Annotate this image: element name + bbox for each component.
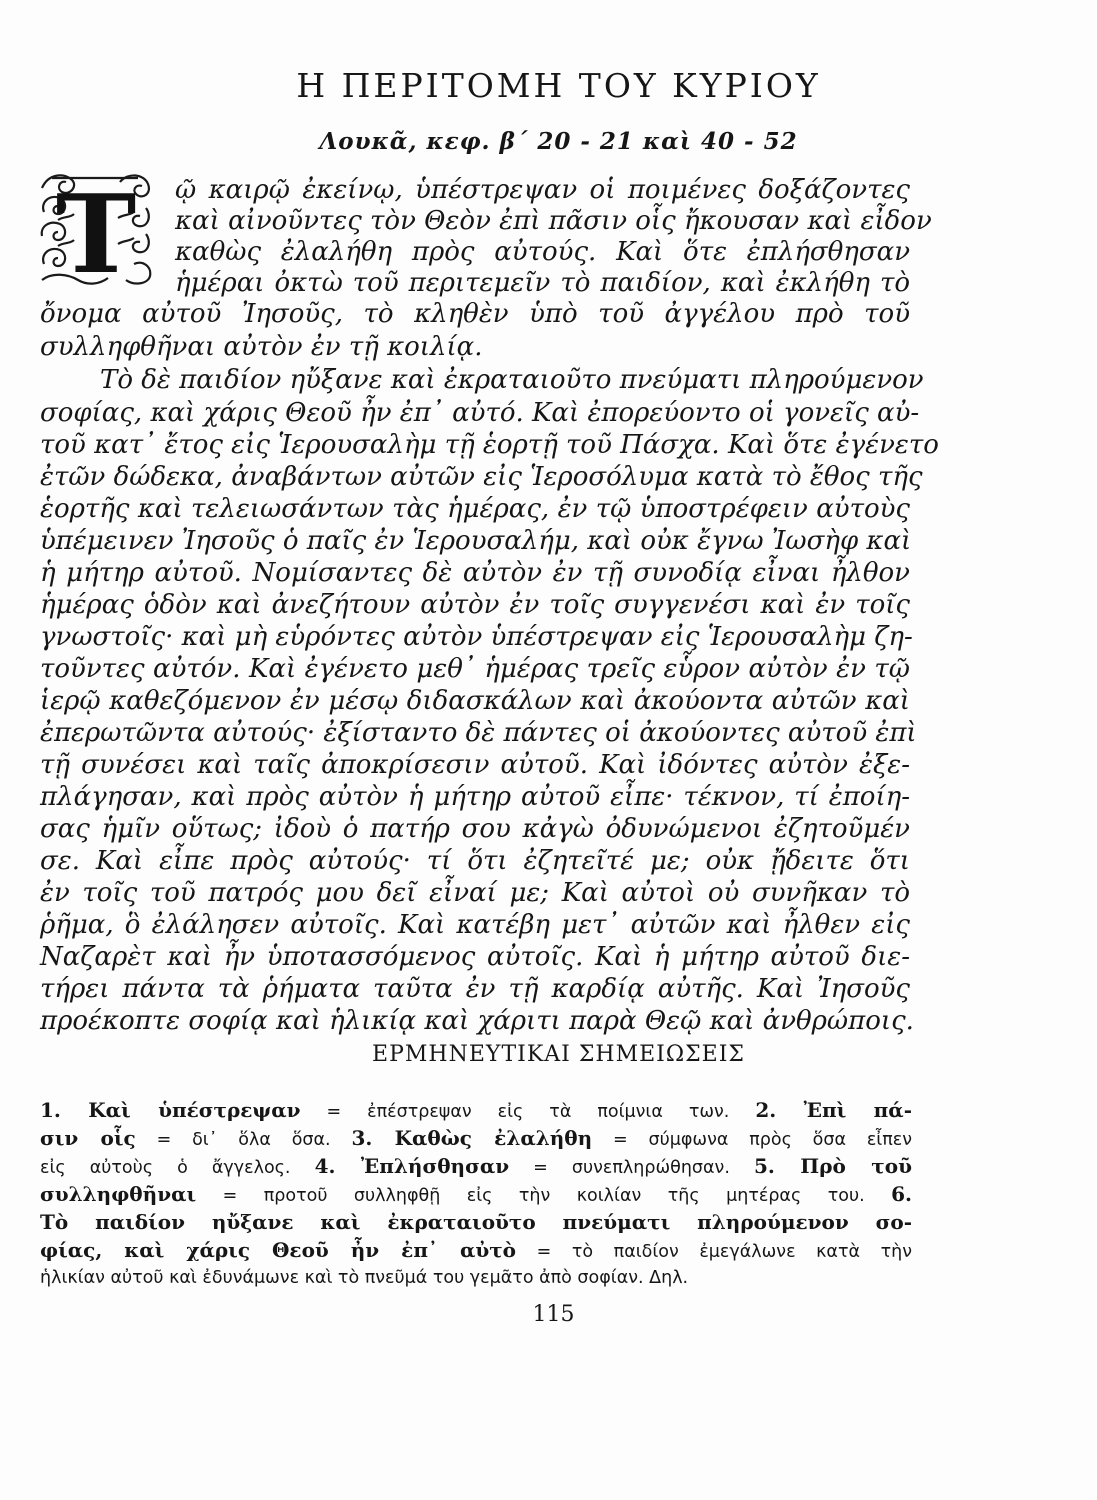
scripture-reference: Λουκᾶ, κεφ. β΄ 20 - 21 καὶ 40 - 52 (319, 128, 798, 155)
note-term: 4. Ἐπλήσθησαν (314, 1154, 510, 1178)
body-line: σας ἡμῖν οὕτως; ἰδοὺ ὁ πατήρ σου κἀγὼ ὀδυνώμενοι ἐζητοῦμέν (40, 814, 910, 844)
note-term: 1. Καὶ ὑπέστρεψαν (40, 1098, 301, 1122)
note-line (40, 1124, 912, 1152)
body-line: ἡμέραι ὀκτὼ τοῦ περιτεμεῖν τὸ παιδίον, καὶ ἐκλήθη τὸ (175, 268, 910, 298)
dropcap-letter: Τ (55, 172, 137, 288)
body-line: ὑπέμεινεν Ἰησοῦς ὁ παῖς ἐν Ἱερουσαλήμ, καὶ οὐκ ἔγνω Ἰωσὴφ καὶ (40, 526, 912, 556)
body-line: καθὼς ἐλαλήθη πρὸς αὐτούς. Καὶ ὅτε ἐπλήσθησαν (175, 237, 910, 267)
body-line: σοφίας, καὶ χάρις Θεοῦ ἦν ἐπ᾽ αὐτό. Καὶ ἐπορεύοντο οἱ γονεῖς αὐ- (40, 398, 920, 428)
body-line: προέκοπτε σοφίᾳ καὶ ἡλικίᾳ καὶ χάριτι παρὰ Θεῷ καὶ ἀνθρώποις. (40, 1006, 914, 1036)
body-line: γνωστοῖς· καὶ μὴ εὑρόντες αὐτὸν ὑπέστρεψαν εἰς Ἱερουσαλὴμ ζη- (40, 622, 913, 652)
body-line: Ναζαρὲτ καὶ ἦν ὑποτασσόμενος αὐτοῖς. Καὶ ἡ μήτηρ αὐτοῦ διε- (40, 942, 910, 972)
note-term: φίας, καὶ χάρις Θεοῦ ἦν ἐπ᾽ αὐτὸ (40, 1238, 517, 1262)
note-term: συλληφθῆναι (40, 1182, 197, 1206)
body-line: τήρει πάντα τὰ ῥήματα ταῦτα ἐν τῇ καρδίᾳ αὐτῆς. Καὶ Ἰησοῦς (40, 974, 910, 1004)
note-line (40, 1264, 912, 1292)
body-line: τοῦντες αὐτόν. Καὶ ἐγένετο μεθ᾽ ἡμέρας τρεῖς εὗρον αὐτὸν ἐν τῷ (40, 654, 910, 684)
body-line: ἐπερωτῶντα αὐτούς· ἐξίσταντο δὲ πάντες οἱ ἀκούοντες αὐτοῦ ἐπὶ (40, 718, 917, 748)
note-term: 2. Ἐπὶ πά- (755, 1098, 912, 1122)
page-number: 115 (532, 1302, 575, 1327)
note-term: 6. (891, 1182, 912, 1206)
note-definition: = τὸ παιδίον ἐμεγάλωνε κατὰ τὴν (516, 1242, 913, 1262)
body-line: τοῦ κατ᾽ ἔτος εἰς Ἱερουσαλὴμ τῇ ἑορτῇ τοῦ Πάσχα. Καὶ ὅτε ἐγένετο (40, 430, 939, 460)
note-line (40, 1208, 912, 1236)
note-definition: = ἐπέστρεψαν εἰς τὰ ποίμνια των. (300, 1102, 756, 1122)
note-definition: = σύμφωνα πρὸς ὅσα εἶπεν (592, 1130, 913, 1150)
body-line: ὄνομα αὐτοῦ Ἰησοῦς, τὸ κληθὲν ὑπὸ τοῦ ἀγγέλου πρὸ τοῦ (40, 299, 910, 329)
body-line: ἐν τοῖς τοῦ πατρός μου δεῖ εἶναί με; Καὶ αὐτοὶ οὐ συνῆκαν τὸ (40, 878, 910, 908)
body-line: ἑορτῆς καὶ τελειωσάντων τὰς ἡμέρας, ἐν τῷ ὑποστρέφειν αὐτοὺς (40, 494, 910, 524)
note-definition: ἡλικίαν αὐτοῦ καὶ ἐδυνάμωνε καὶ τὸ πνεῦμά του γεμᾶτο ἀπὸ σοφίαν. Δηλ. (40, 1268, 689, 1288)
body-line: πλάγησαν, καὶ πρὸς αὐτὸν ἡ μήτηρ αὐτοῦ εἶπε· τέκνον, τί ἐποίη- (40, 782, 910, 812)
note-term: 3. Καθὼς ἐλαλήθη (351, 1126, 593, 1150)
note-line (40, 1236, 912, 1264)
body-line: σε. Καὶ εἶπε πρὸς αὐτούς· τί ὅτι ἐζητεῖτέ με; οὐκ ᾔδειτε ὅτι (40, 846, 910, 876)
page-title: Η ΠΕΡΙΤΟΜΗ ΤΟΥ ΚΥΡΙΟΥ (296, 66, 821, 105)
body-line: τῇ συνέσει καὶ ταῖς ἀποκρίσεσιν αὐτοῦ. Καὶ ἰδόντες αὐτὸν ἐξε- (40, 750, 910, 780)
body-line: ἐτῶν δώδεκα, ἀναβάντων αὐτῶν εἰς Ἱεροσόλυμα κατὰ τὸ ἔθος τῆς (40, 462, 923, 492)
body-line: καὶ αἰνοῦντες τὸν Θεὸν ἐπὶ πᾶσιν οἷς ἤκουσαν καὶ εἶδον (175, 206, 932, 236)
body-line: ἱερῷ καθεζόμενον ἐν μέσῳ διδασκάλων καὶ ἀκούοντα αὐτῶν καὶ (40, 686, 910, 716)
note-line (40, 1152, 912, 1180)
body-line: συλληφθῆναι αὐτὸν ἐν τῇ κοιλίᾳ. (40, 332, 483, 362)
note-line (40, 1096, 912, 1124)
note-term: Τὸ παιδίον ηὔξανε καὶ ἐκραταιοῦτο πνεύματι πληρούμενον σο- (40, 1210, 912, 1234)
note-line (40, 1180, 912, 1208)
body-line: ἡμέρας ὁδὸν καὶ ἀνεζήτουν αὐτὸν ἐν τοῖς συγγενέσι καὶ ἐν τοῖς (40, 590, 910, 620)
note-term: σιν οἷς (40, 1126, 136, 1150)
body-line: Τὸ δὲ παιδίον ηὔξανε καὶ ἐκραταιοῦτο πνεύματι πληρούμενον (100, 365, 924, 395)
note-definition: = συνεπληρώθησαν. (509, 1158, 754, 1178)
body-line: ῥῆμα, ὃ ἐλάλησεν αὐτοῖς. Καὶ κατέβη μετ᾽ αὐτῶν καὶ ἦλθεν εἰς (40, 910, 910, 940)
note-definition: = δι᾽ ὅλα ὅσα. (135, 1130, 352, 1150)
notes-heading: ΕΡΜΗΝΕΥΤΙΚΑΙ ΣΗΜΕΙΩΣΕΙΣ (372, 1042, 745, 1067)
note-definition: εἰς αὐτοὺς ὁ ἄγγελος. (40, 1158, 315, 1178)
note-term: 5. Πρὸ τοῦ (753, 1154, 912, 1178)
body-line: ῷ καιρῷ ἐκείνῳ, ὑπέστρεψαν οἱ ποιμένες δοξάζοντες (175, 175, 910, 205)
body-line: ἡ μήτηρ αὐτοῦ. Νομίσαντες δὲ αὐτὸν ἐν τῇ συνοδίᾳ εἶναι ἦλθον (40, 558, 910, 588)
note-definition: = προτοῦ συλληφθῇ εἰς τὴν κοιλίαν τῆς μητέρας του. (196, 1186, 892, 1206)
